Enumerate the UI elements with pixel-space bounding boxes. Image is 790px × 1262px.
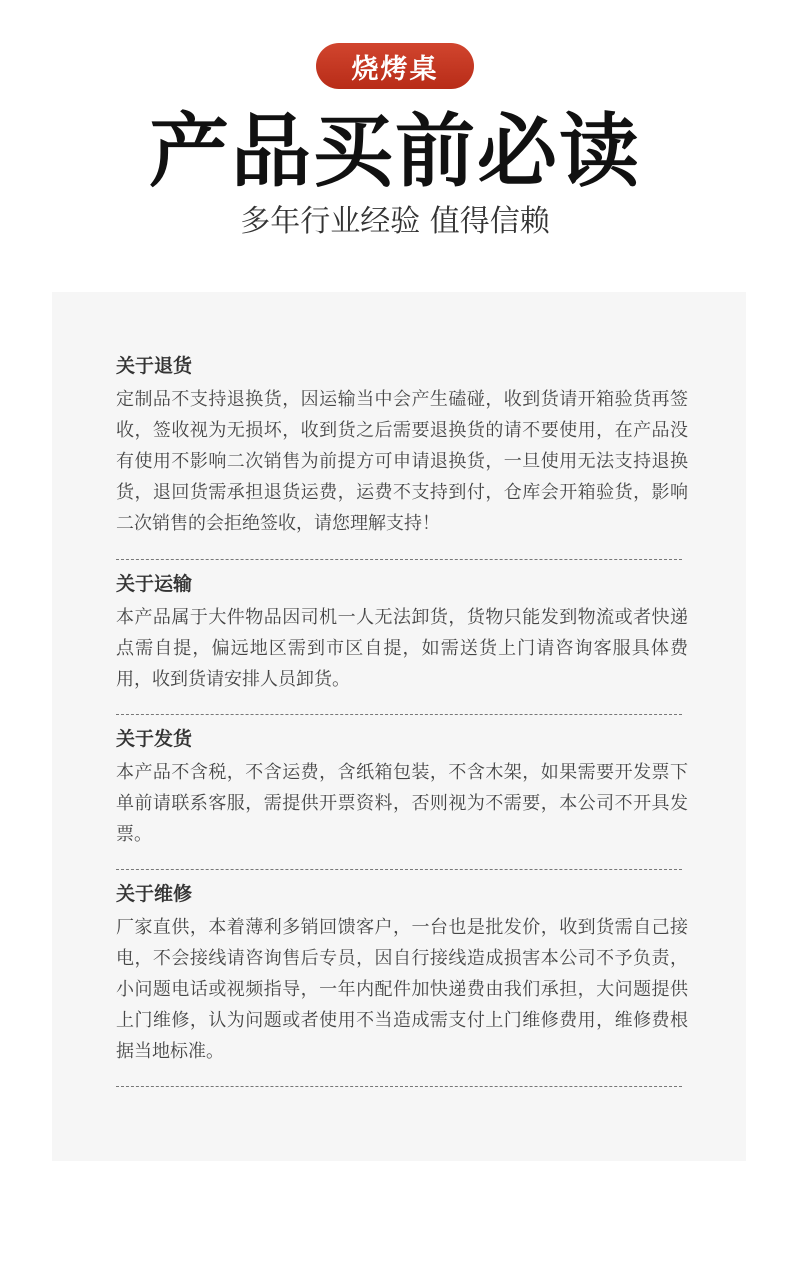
section-heading: 关于维修	[116, 883, 193, 905]
section-heading: 关于退货	[116, 355, 193, 377]
section-repair	[116, 880, 688, 1067]
section-dispatch	[116, 725, 688, 850]
section-body: 定制品不支持退换货，因运输当中会产生磕碰，收到货请开箱验货再签收，签收视为无损坏，收到货之后需要退换货的请不要使用，在产品没有使用不影响二次销售为前提方可申请退换货，一旦使用无法支持退换货，退回货需承担退货运费，运费不支持到付，仓库会开箱验货，影响二次销售的会拒绝签收，请您理解支持！	[116, 389, 688, 534]
section-divider	[116, 1086, 682, 1087]
section-divider	[116, 559, 682, 560]
section-divider	[116, 869, 682, 870]
section-returns	[116, 352, 688, 539]
section-body: 本产品属于大件物品因司机一人无法卸货，货物只能发到物流或者快递点需自提，偏远地区需到市区自提，如需送货上门请咨询客服具体费用，收到货请安排人员卸货。	[116, 607, 688, 690]
section-heading: 关于运输	[116, 573, 193, 595]
category-badge: 烧烤桌	[316, 43, 474, 89]
section-divider	[116, 714, 682, 715]
section-heading: 关于发货	[116, 728, 193, 750]
section-shipping	[116, 570, 688, 695]
section-body: 本产品不含税，不含运费，含纸箱包装，不含木架，如果需要开发票下单前请联系客服，需提供开票资料，否则视为不需要，本公司不开具发票。	[116, 762, 688, 845]
page-title: 产品买前必读	[149, 105, 641, 198]
section-body: 厂家直供，本着薄利多销回馈客户，一台也是批发价，收到货需自己接电，不会接线请咨询售后专员，因自行接线造成损害本公司不予负责，小问题电话或视频指导，一年内配件加快递费由我们承担，大问题提供上门维修，认为问题或者使用不当造成需支付上门维修费用，维修费根据当地标准。	[116, 917, 688, 1062]
page-subtitle: 多年行业经验 值得信赖	[240, 204, 550, 239]
notice-panel	[52, 292, 746, 1161]
